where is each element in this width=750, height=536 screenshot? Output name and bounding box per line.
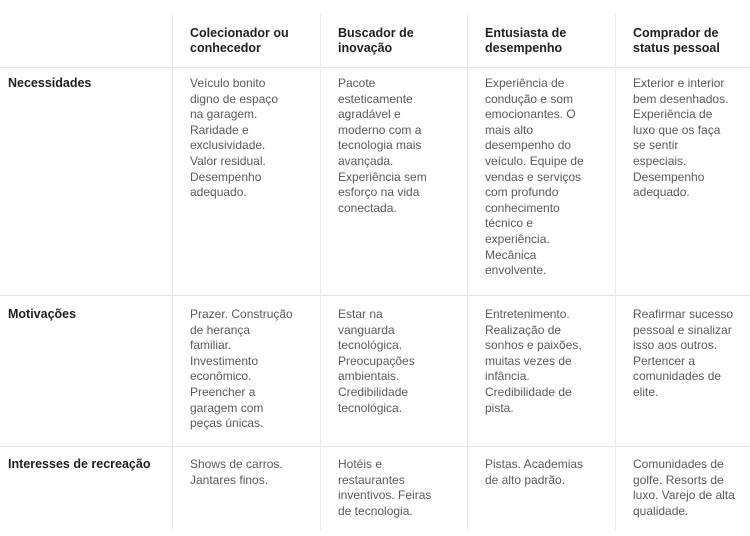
column-header-status-buyer (633, 26, 720, 56)
cell-line: Experiência sem (338, 169, 427, 184)
cell-line: econômico. (190, 369, 252, 384)
header-line: Entusiasta de (485, 26, 567, 40)
table-cell (190, 76, 278, 201)
cell-line: comunidades de (633, 369, 722, 384)
cell-line: de alto padrão. (485, 472, 566, 487)
table-cell (485, 76, 584, 279)
cell-line: na garagem. (190, 107, 258, 122)
table-cell (338, 457, 431, 519)
header-line: status pessoal (633, 41, 720, 55)
cell-line: Shows de carros. (190, 457, 283, 471)
cell-line: golfe. Resorts de (633, 472, 724, 487)
table-cell (190, 307, 293, 432)
cell-line: Investimento (190, 353, 259, 368)
table-cell (190, 457, 283, 488)
header-line: Colecionador ou (190, 26, 289, 40)
cell-line: com profundo (485, 185, 559, 200)
cell-line: desempenho do (485, 138, 572, 153)
cell-line: muitas vezes de (485, 353, 572, 368)
cell-line: vanguarda (338, 322, 395, 337)
header-line: conhecedor (190, 41, 261, 55)
row-label-needs: Necessidades (8, 76, 92, 90)
cell-line: tecnologia mais (338, 138, 422, 153)
cell-line: especiais. (633, 153, 687, 168)
column-divider (320, 14, 321, 530)
cell-line: luxo. Varejo de alta (633, 488, 735, 503)
header-line: desempenho (485, 41, 563, 55)
column-divider (467, 14, 468, 530)
header-divider (0, 67, 750, 68)
row-divider (0, 446, 750, 447)
cell-line: Desempenho (633, 169, 705, 184)
cell-line: sonhos e paixões, (485, 338, 582, 353)
cell-line: esforço na vida (338, 185, 420, 200)
cell-line: Experiência de (485, 76, 565, 90)
column-divider (172, 14, 173, 530)
table-cell (633, 76, 728, 201)
cell-line: digno de espaço (190, 91, 279, 106)
table-cell (338, 307, 415, 416)
cell-line: moderno com a (338, 122, 422, 137)
table-cell (485, 307, 582, 416)
cell-line: mais alto (485, 122, 534, 137)
cell-line: Credibilidade de (485, 384, 572, 399)
header-line: Buscador de (338, 26, 414, 40)
cell-line: Pertencer a (633, 353, 696, 368)
cell-line: Mecânica (485, 247, 537, 262)
cell-line: Raridade e (190, 122, 249, 137)
column-header-collector (190, 26, 289, 56)
cell-line: qualidade. (633, 503, 689, 518)
cell-line: conhecimento (485, 200, 560, 215)
cell-line: tecnológica. (338, 400, 403, 415)
cell-line: Exterior e interior (633, 76, 725, 90)
column-header-innovation-seeker (338, 26, 414, 56)
header-line: inovação (338, 41, 393, 55)
table-cell (633, 307, 733, 401)
cell-line: Credibilidade (338, 384, 409, 399)
cell-line: Experiência de (633, 107, 713, 122)
cell-line: bem desenhados. (633, 91, 729, 106)
cell-line: restaurantes (338, 472, 405, 487)
cell-line: pista. (485, 400, 514, 415)
cell-line: envolvente. (485, 263, 547, 278)
cell-line: inventivos. Feiras (338, 488, 432, 503)
table-cell (633, 457, 735, 519)
cell-line: Hotéis e (338, 457, 383, 471)
column-divider (615, 14, 616, 530)
cell-line: ambientais. (338, 369, 400, 384)
cell-line: adequado. (633, 185, 690, 200)
cell-line: se sentir (633, 138, 679, 153)
cell-line: exclusividade. (190, 138, 266, 153)
cell-line: Jantares finos. (190, 472, 269, 487)
row-divider (0, 295, 750, 296)
header-line: Comprador de (633, 26, 719, 40)
cell-line: Prazer. Construção (190, 307, 293, 321)
cell-line: técnico e (485, 216, 534, 231)
table-cell (338, 76, 427, 216)
table-cell (485, 457, 583, 488)
cell-line: emocionantes. O (485, 107, 576, 122)
cell-line: Preocupações (338, 353, 415, 368)
cell-line: Reafirmar sucesso (633, 307, 734, 321)
row-label-recreation-interests: Interesses de recreação (8, 457, 151, 471)
cell-line: Pacote (338, 76, 376, 90)
cell-line: peças únicas. (190, 416, 264, 431)
cell-line: tecnológica. (338, 338, 403, 353)
cell-line: Desempenho (190, 169, 262, 184)
cell-line: de herança (190, 322, 251, 337)
cell-line: infância. (485, 369, 530, 384)
cell-line: conectada. (338, 200, 397, 215)
cell-line: Realização de (485, 322, 562, 337)
cell-line: elite. (633, 384, 659, 399)
cell-line: pessoal e sinalizar (633, 322, 732, 337)
cell-line: Entretenimento. (485, 307, 570, 321)
row-label-motivations: Motivações (8, 307, 77, 321)
cell-line: condução e som (485, 91, 574, 106)
cell-line: Valor residual. (190, 153, 266, 168)
cell-line: agradável e (338, 107, 401, 122)
cell-line: Preencher a (190, 384, 256, 399)
cell-line: luxo que os faça (633, 122, 721, 137)
cell-line: vendas e serviços (485, 169, 582, 184)
cell-line: familiar. (190, 338, 232, 353)
cell-line: garagem com (190, 400, 264, 415)
cell-line: Comunidades de (633, 457, 724, 471)
cell-line: esteticamente (338, 91, 413, 106)
cell-line: isso aos outros. (633, 338, 718, 353)
cell-line: veículo. Equipe de (485, 153, 584, 168)
cell-line: Veículo bonito (190, 76, 266, 90)
cell-line: adequado. (190, 185, 247, 200)
cell-line: Estar na (338, 307, 383, 321)
cell-line: avançada. (338, 153, 394, 168)
column-header-performance-enthusiast (485, 26, 566, 56)
cell-line: de tecnologia. (338, 503, 413, 518)
cell-line: experiência. (485, 231, 550, 246)
cell-line: Pistas. Academias (485, 457, 584, 471)
